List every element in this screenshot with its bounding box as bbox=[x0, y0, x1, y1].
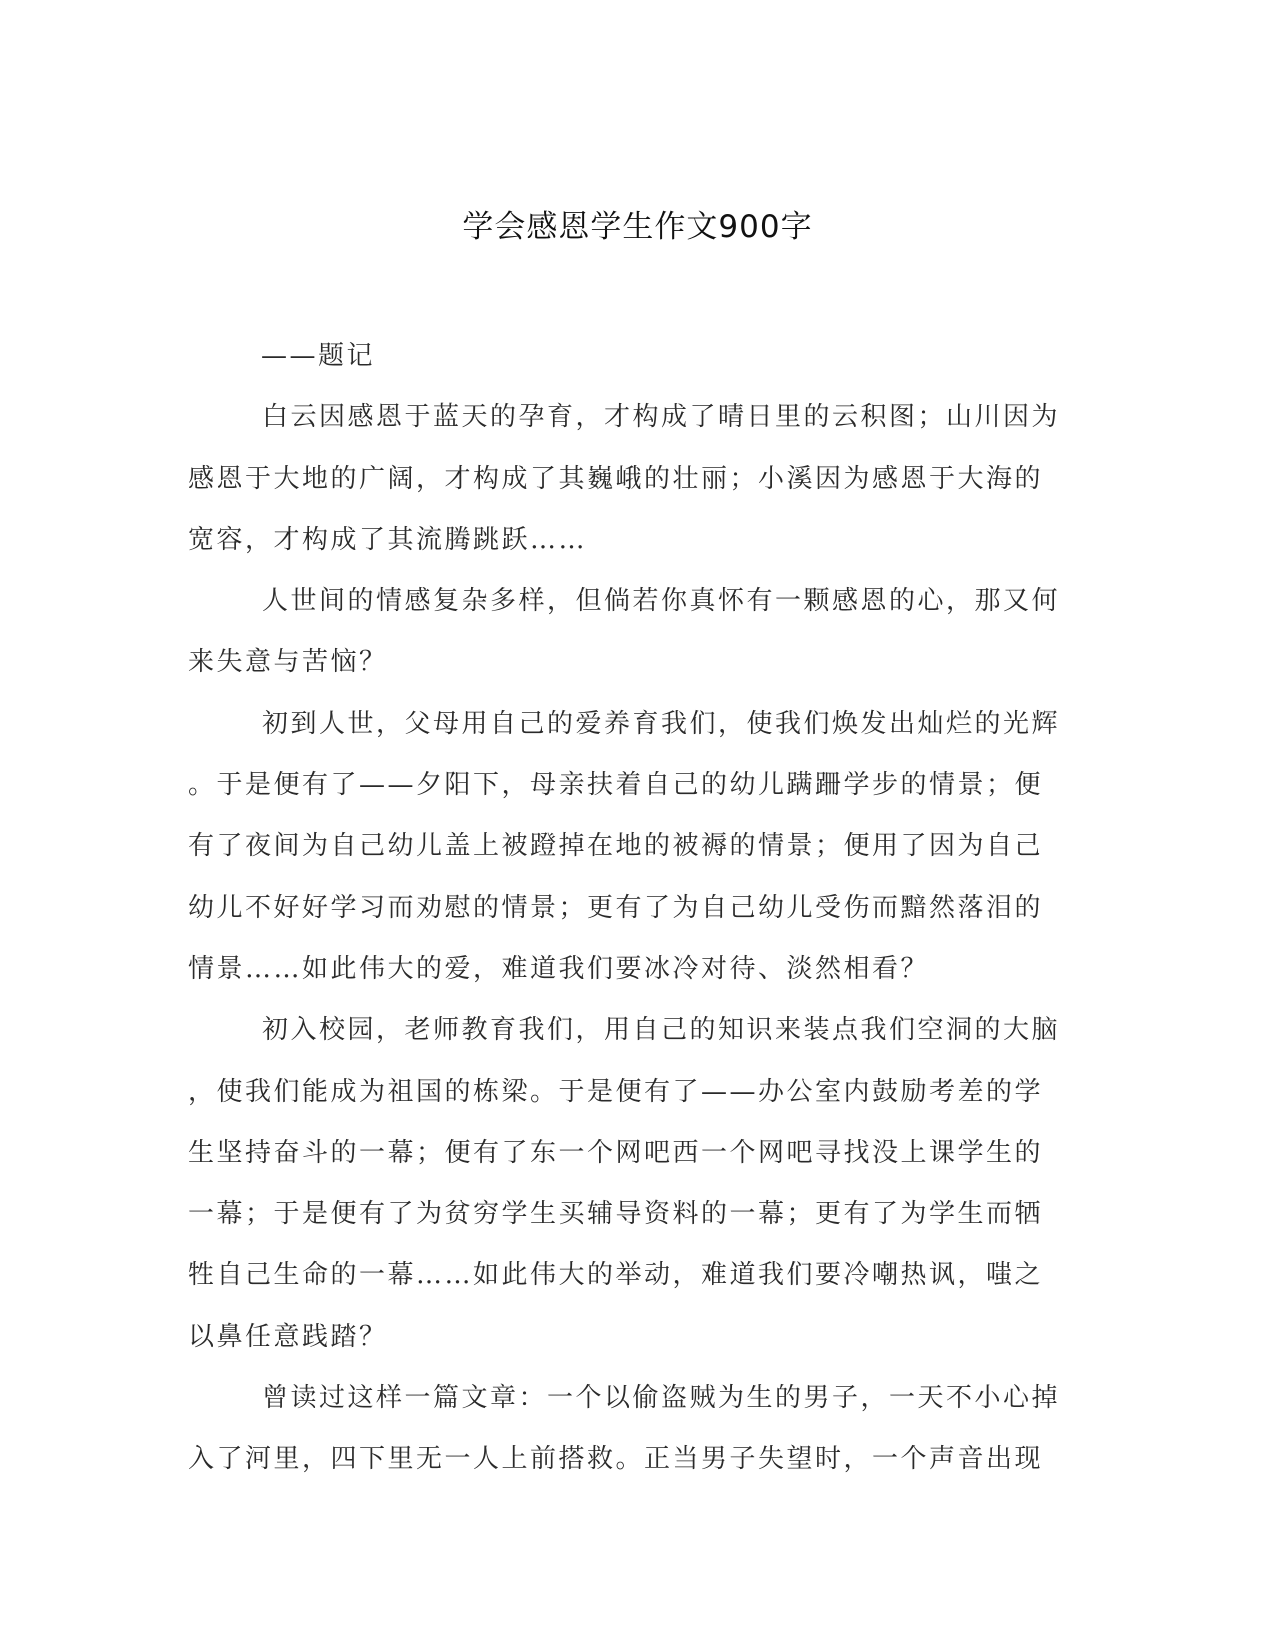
paragraph-line: 。于是便有了——夕阳下，母亲扶着自己的幼儿蹒跚学步的情景；便 bbox=[188, 770, 1044, 801]
paragraph-line: 来失意与苦恼？ bbox=[188, 647, 388, 678]
paragraph-line: 感恩于大地的广阔，才构成了其巍峨的壮丽；小溪因为感恩于大海的 bbox=[188, 463, 1044, 494]
paragraph-line: 牲自己生命的一幕……如此伟大的举动，难道我们要冷嘲热讽，嗤之 bbox=[188, 1260, 1044, 1291]
paragraph-line: 有了夜间为自己幼儿盖上被蹬掉在地的被褥的情景；便用了因为自己 bbox=[188, 831, 1044, 862]
essay-title: 学会感恩学生作文900字 bbox=[462, 209, 813, 245]
paragraph-line: 人世间的情感复杂多样，但倘若你真怀有一颗感恩的心，那又何 bbox=[262, 586, 1061, 617]
paragraph-line: 生坚持奋斗的一幕；便有了东一个网吧西一个网吧寻找没上课学生的 bbox=[188, 1137, 1044, 1168]
paragraph-line: 曾读过这样一篇文章：一个以偷盗贼为生的男子，一天不小心掉 bbox=[262, 1383, 1061, 1414]
paragraph-line: 一幕；于是便有了为贫穷学生买辅导资料的一幕；更有了为学生而牺 bbox=[188, 1199, 1044, 1230]
paragraph-line: 初到人世，父母用自己的爱养育我们，使我们焕发出灿烂的光辉 bbox=[262, 708, 1061, 739]
epigraph-line: ——题记 bbox=[261, 341, 376, 371]
paragraph-line: 幼儿不好好学习而劝慰的情景；更有了为自己幼儿受伤而黯然落泪的 bbox=[188, 892, 1044, 923]
paragraph-line: 以鼻任意践踏？ bbox=[188, 1321, 388, 1352]
paragraph-line: 情景……如此伟大的爱，难道我们要冰冷对待、淡然相看？ bbox=[188, 953, 930, 984]
paragraph-line: 入了河里，四下里无一人上前搭救。正当男子失望时，一个声音出现 bbox=[188, 1444, 1044, 1475]
paragraph-line: 白云因感恩于蓝天的孕育，才构成了晴日里的云积图；山川因为 bbox=[262, 402, 1061, 433]
paragraph-line: 宽容，才构成了其流腾跳跃…… bbox=[188, 524, 588, 555]
paragraph-line: ，使我们能成为祖国的栋梁。于是便有了——办公室内鼓励考差的学 bbox=[188, 1076, 1044, 1107]
essay-body bbox=[188, 326, 1078, 1491]
paragraph-line: 初入校园，老师教育我们，用自己的知识来装点我们空洞的大脑 bbox=[262, 1015, 1061, 1046]
